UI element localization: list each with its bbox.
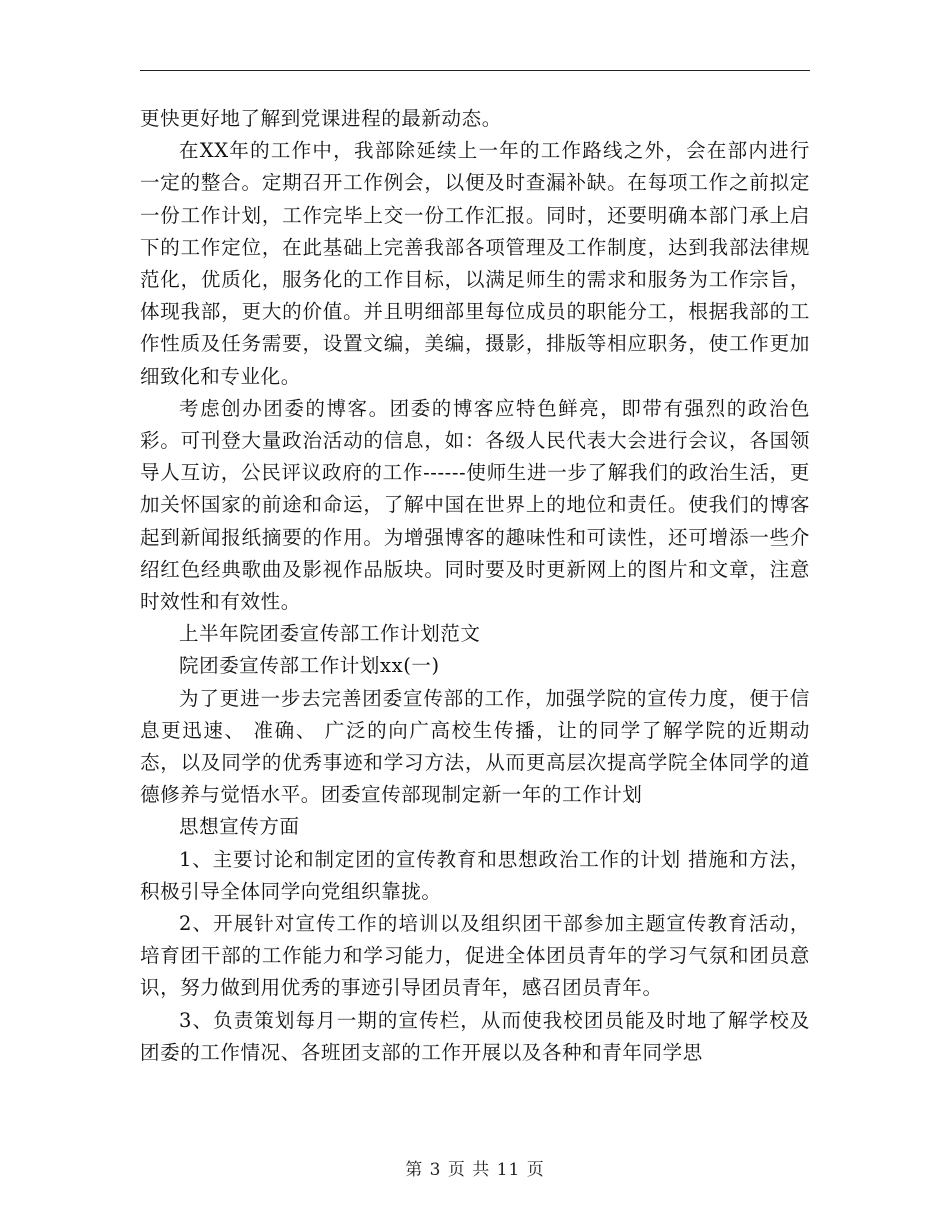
paragraph-2: 在XX年的工作中，我部除延续上一年的工作路线之外，会在部内进行一定的整合。定期召开工作例会，以便及时查漏补缺。在每项工作之前拟定一份工作计划，工作完毕上交一份工作汇报。同时，还要明确本部门承上启下的工作定位，在此基础上完善我部各项管理及工作制度，达到我部法律规范化，优质化，服务化的工作目标，以满足师生的需求和服务为工作宗旨，体现我部，更大的价值。并且明细部里每位成员的职能分工，根据我部的工作性质及任务需要，设置文编，美编，摄影，排版等相应职务，使工作更加细致化和专业化。 [140, 139, 810, 388]
paragraph-6: 为了更进一步去完善团委宣传部的工作，加强学院的宣传力度，便于信息更迅速、 准确、 广泛的向广高校生传播，让的同学了解学院的近期动态，以及同学的优秀事迹和学习方法，从而更高层次提高学院全体同学的道德修养与觉悟水平。团委宣传部现制定新一年的工作计划 [140, 686, 810, 807]
list-item-1: 1、主要讨论和制定团的宣传教育和思想政治工作的计划 措施和方法，积极引导全体同学向党组织靠拢。 [140, 847, 810, 903]
subsection-title: 院团委宣传部工作计划xx(一) [179, 654, 440, 678]
heading-ideology: 思想宣传方面 [179, 815, 300, 839]
page-number: 第 3 页 共 11 页 [405, 1160, 545, 1180]
header-rule [140, 70, 810, 71]
section-title: 上半年院团委宣传部工作计划范文 [179, 622, 481, 646]
document-body [140, 103, 810, 1069]
paragraph-1: 更快更好地了解到党课进程的最新动态。 [140, 107, 502, 130]
list-item-2: 2、开展针对宣传工作的培训以及组织团干部参加主题宣传教育活动，培育团干部的工作能力和学习能力，促进全体团员青年的学习气氛和团员意识，努力做到用优秀的事迹引导团员青年，感召团员青年。 [140, 912, 810, 1000]
list-item-3: 3、负责策划每月一期的宣传栏，从而使我校团员能及时地了解学校及团委的工作情况、各班团支部的工作开展以及各种和青年同学思 [140, 1008, 810, 1064]
paragraph-3: 考虑创办团委的博客。团委的博客应特色鲜亮，即带有强烈的政治色彩。可刊登大量政治活动的信息，如：各级人民代表大会进行会议，各国领导人互访，公民评议政府的工作------使师生进一步了解我们的政治生活，更加关怀国家的前途和命运，了解中国在世界上的地位和责任。使我们的博客起到新闻报纸摘要的作用。为增强博客的趣味性和可读性，还可增添一些介绍红色经典歌曲及影视作品版块。同时要及时更新网上的图片和文章，注意时效性和有效性。 [140, 396, 810, 614]
